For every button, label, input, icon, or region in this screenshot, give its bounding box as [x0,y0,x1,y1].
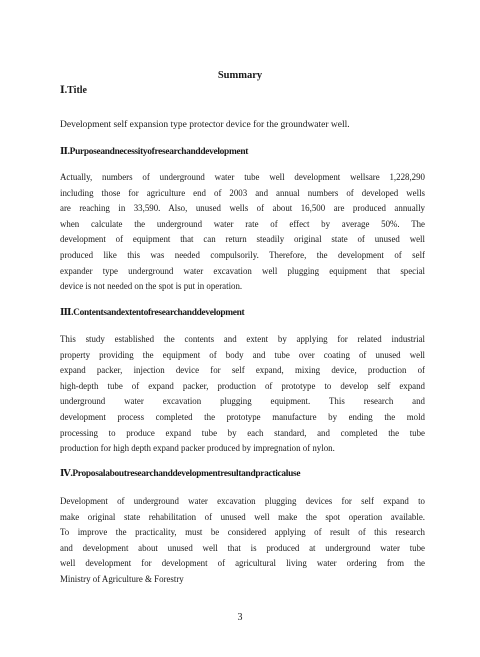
paragraph-line: production for high depth expand packer produced by impregnation of nylon. [60,443,335,454]
paragraph-line: when calculate the underground water rate of effect by average 50%. The [60,218,425,229]
paragraph-line: expand packer, injection device for self expand, mixing device, production of [60,365,425,376]
paragraph-line: device is not needed on the spot is put in operation. [60,281,243,292]
page-number: 3 [237,612,243,623]
section-heading-purpose: Ⅱ.Purposeandnecessityofresearchanddevelopment [60,147,249,157]
section-heading-contents: Ⅲ.Contentsandextentofresearchanddevelopment [60,308,245,318]
paragraph-line: development of equipment that can return steadily original state of unused well [60,234,425,245]
paragraph-line: Ministry of Agriculture & Forestry [60,573,184,584]
summary-heading: Summary [217,70,263,81]
paragraph-line: underground water excavation plugging equipment. This research and [60,396,425,407]
paragraph-contents [60,332,425,457]
paragraph-line: are reaching in 33,590. Also, unused wells of about 16,500 are produced annually [60,203,425,214]
paragraph-line: including those for agriculture end of 2003 and annual numbers of developed wells [60,187,425,198]
section-heading-proposal: Ⅳ.Proposalaboutresearchanddevelopmentresultandpracticaluse [60,469,301,479]
paragraph-line: well development for development of agricultural living water ordering from the [60,558,425,569]
paragraph-purpose [60,170,425,295]
paragraph-line: and development about unused well that is produced at underground water tube [60,542,425,553]
section-title-label: Ⅰ.Title [60,85,87,96]
paragraph-line: This study established the contents and extent by applying for related industrial [60,334,425,344]
paragraph-line: Development of underground water excavation plugging devices for self expand to [60,496,425,506]
paragraph-line: Actually, numbers of underground water tube well development wellsare 1,228,290 [60,172,425,182]
paragraph-proposal [60,494,425,588]
paragraph-line: To improve the practicality, must be considered applying of result of this research [60,527,425,538]
paragraph-line: high-depth tube of expand packer, production of prototype to develop self expand [60,380,425,391]
paragraph-line: development process completed the prototype manufacture by ending the mold [60,411,425,422]
paragraph-line: property providing the equipment of body and tube over coating of unused well [60,349,425,360]
paragraph-line: produced like this was needed compulsorily. Therefore, the development of self [60,249,425,260]
paragraph-line: processing to produce expand tube by each standard, and completed the tube [60,427,425,438]
paragraph-line: make original state rehabilitation of unused well make the spot operation available. [60,511,425,522]
title-text: Development self expansion type protector device for the groundwater well. [60,120,350,130]
paragraph-line: expander type underground water excavation well plugging equipment that special [60,265,425,276]
